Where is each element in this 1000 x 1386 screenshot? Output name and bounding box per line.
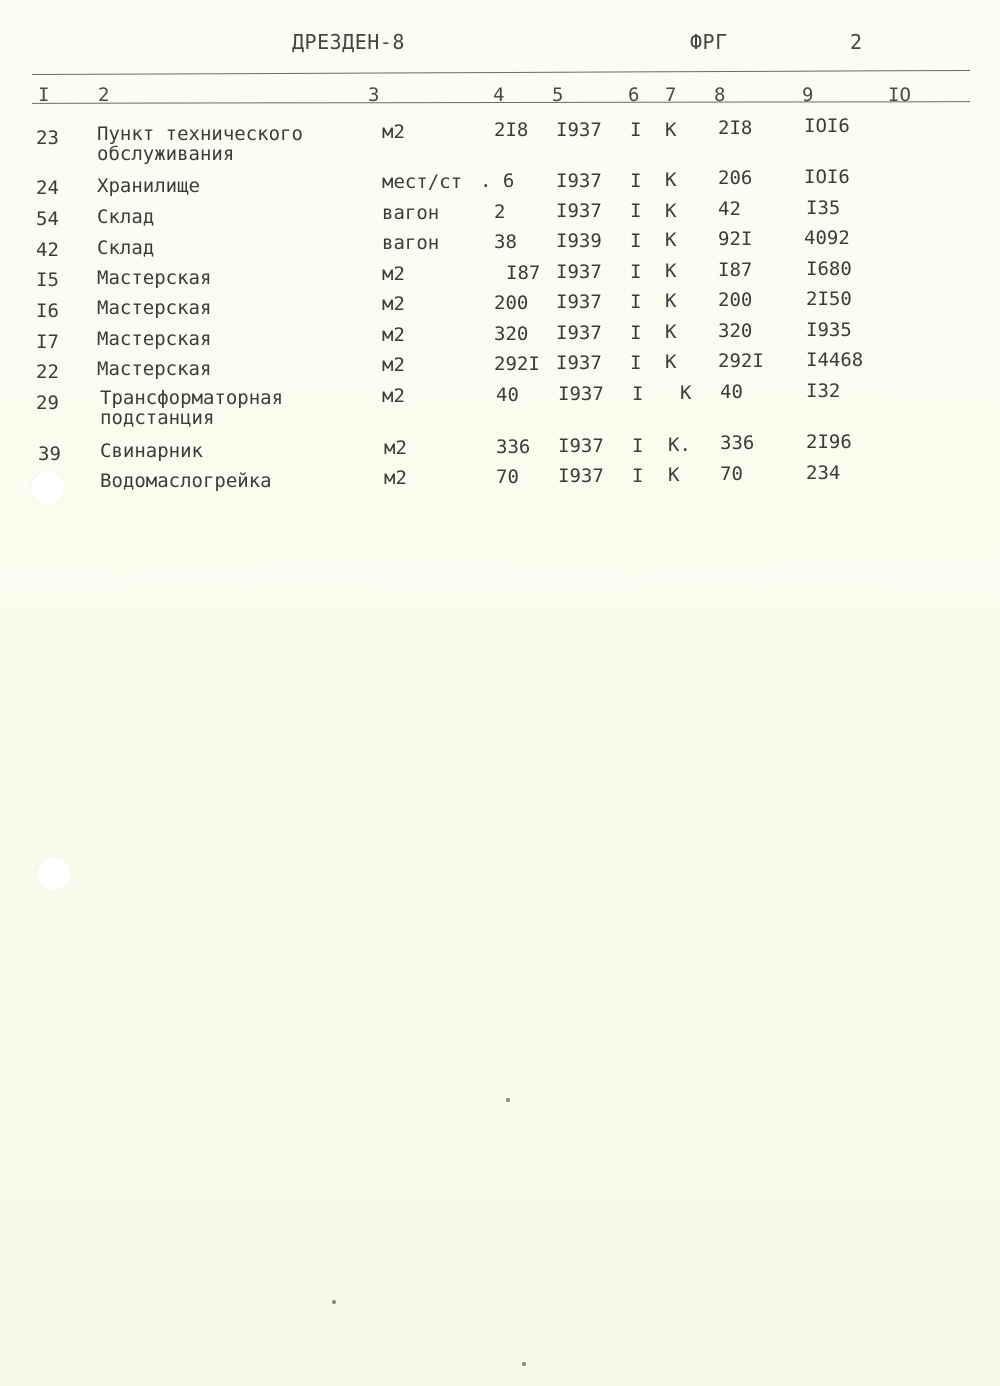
value: I4468 [806,349,864,371]
type: К [668,464,680,486]
column-header: 7 [665,84,677,106]
object-name: Склад [97,237,155,259]
unit: вагон [382,232,440,254]
column-header: 5 [552,84,564,106]
type: К [665,119,677,141]
type: К [665,351,677,373]
value: I935 [806,319,852,341]
row-number: I7 [36,331,59,353]
capacity: 42 [718,198,741,220]
unit: м2 [382,385,405,407]
row-number: 29 [36,392,59,414]
row-number: 42 [36,239,59,261]
capacity: 206 [718,167,753,189]
row-number: 54 [36,208,59,230]
category: I [630,322,642,344]
quantity: I87 [506,262,541,284]
value: 4092 [804,227,850,249]
object-name: Мастерская [97,267,212,289]
object-name: Свинарник [100,440,203,462]
capacity: 320 [718,320,753,342]
year: I937 [556,352,602,374]
capacity: I87 [718,259,753,281]
capacity: 2I8 [718,117,753,139]
object-name: Склад [97,206,155,228]
quantity: 40 [496,384,519,406]
year: I937 [556,261,602,283]
paper-speck [522,1362,526,1366]
row-number: 39 [38,443,61,465]
object-name: Мастерская [97,328,212,350]
column-header: 4 [493,84,505,106]
column-header: 2 [98,84,110,106]
category: I [630,170,642,192]
category: I [632,383,644,405]
row-number: 22 [36,361,59,383]
object-name: Водомаслогрейка [100,470,272,492]
document-title: ДРЕЗДЕН-8 [292,30,405,54]
value: IOI6 [804,166,850,188]
year: I937 [558,435,604,457]
unit: вагон [382,202,440,224]
column-header: IO [888,84,911,106]
category: I [632,435,644,457]
object-name: Мастерская [97,297,212,319]
capacity: 336 [720,432,755,454]
type: К [665,200,677,222]
type: К [665,260,677,282]
row-number: 23 [36,127,59,149]
header-rule-top [32,70,970,75]
unit: м2 [382,121,405,143]
quantity: 320 [494,323,529,345]
category: I [630,119,642,141]
type: К [665,229,677,251]
unit: м2 [384,437,407,459]
quantity: 2I8 [494,119,529,141]
country-label: ФРГ [690,30,728,54]
capacity: 92I [718,228,753,250]
year: I939 [556,230,602,252]
paper-speck [332,1300,336,1304]
quantity: 38 [494,231,517,253]
quantity: 70 [496,466,519,488]
value: 234 [806,462,841,484]
type: К [665,169,677,191]
category: I [630,352,642,374]
object-name: Пункт технического обслуживания [97,123,303,165]
unit: м2 [384,467,407,489]
unit: м2 [382,293,405,315]
column-header: 8 [714,84,726,106]
object-name: Хранилище [97,175,200,197]
quantity: . 6 [480,170,515,192]
year: I937 [556,322,602,344]
category: I [630,291,642,313]
category: I [630,200,642,222]
value: IOI6 [804,115,850,137]
type: К [665,321,677,343]
year: I937 [556,170,602,192]
unit: м2 [382,263,405,285]
year: I937 [556,119,602,141]
unit: м2 [382,324,405,346]
year: I937 [558,465,604,487]
column-header: I [38,84,50,106]
category: I [630,261,642,283]
unit: м2 [382,354,405,376]
quantity: 200 [494,292,529,314]
value: 2I96 [806,431,852,453]
year: I937 [558,383,604,405]
punch-hole-top [30,470,64,504]
year: I937 [556,291,602,313]
value: I680 [806,258,852,280]
capacity: 70 [720,463,743,485]
category: I [630,230,642,252]
quantity: 336 [496,436,531,458]
type: К [680,382,692,404]
category: I [632,465,644,487]
unit: мест/ст [382,171,463,193]
quantity: 2 [494,201,506,223]
column-header: 3 [368,84,380,106]
value: 2I50 [806,288,852,310]
value: I35 [806,197,841,219]
punch-hole-bottom [36,856,70,890]
column-header: 9 [802,84,814,106]
row-number: 24 [36,177,59,199]
paper-speck [506,1098,510,1102]
type: К. [668,434,691,456]
value: I32 [806,380,841,402]
row-number: I5 [36,269,59,291]
capacity: 200 [718,289,753,311]
quantity: 292I [494,353,540,375]
column-header: 6 [628,84,640,106]
page-number: 2 [850,30,863,54]
object-name: Трансформаторная подстанция [100,387,284,429]
year: I937 [556,200,602,222]
row-number: I6 [36,300,59,322]
capacity: 40 [720,381,743,403]
capacity: 292I [718,350,764,372]
object-name: Мастерская [97,358,212,380]
type: К [665,290,677,312]
